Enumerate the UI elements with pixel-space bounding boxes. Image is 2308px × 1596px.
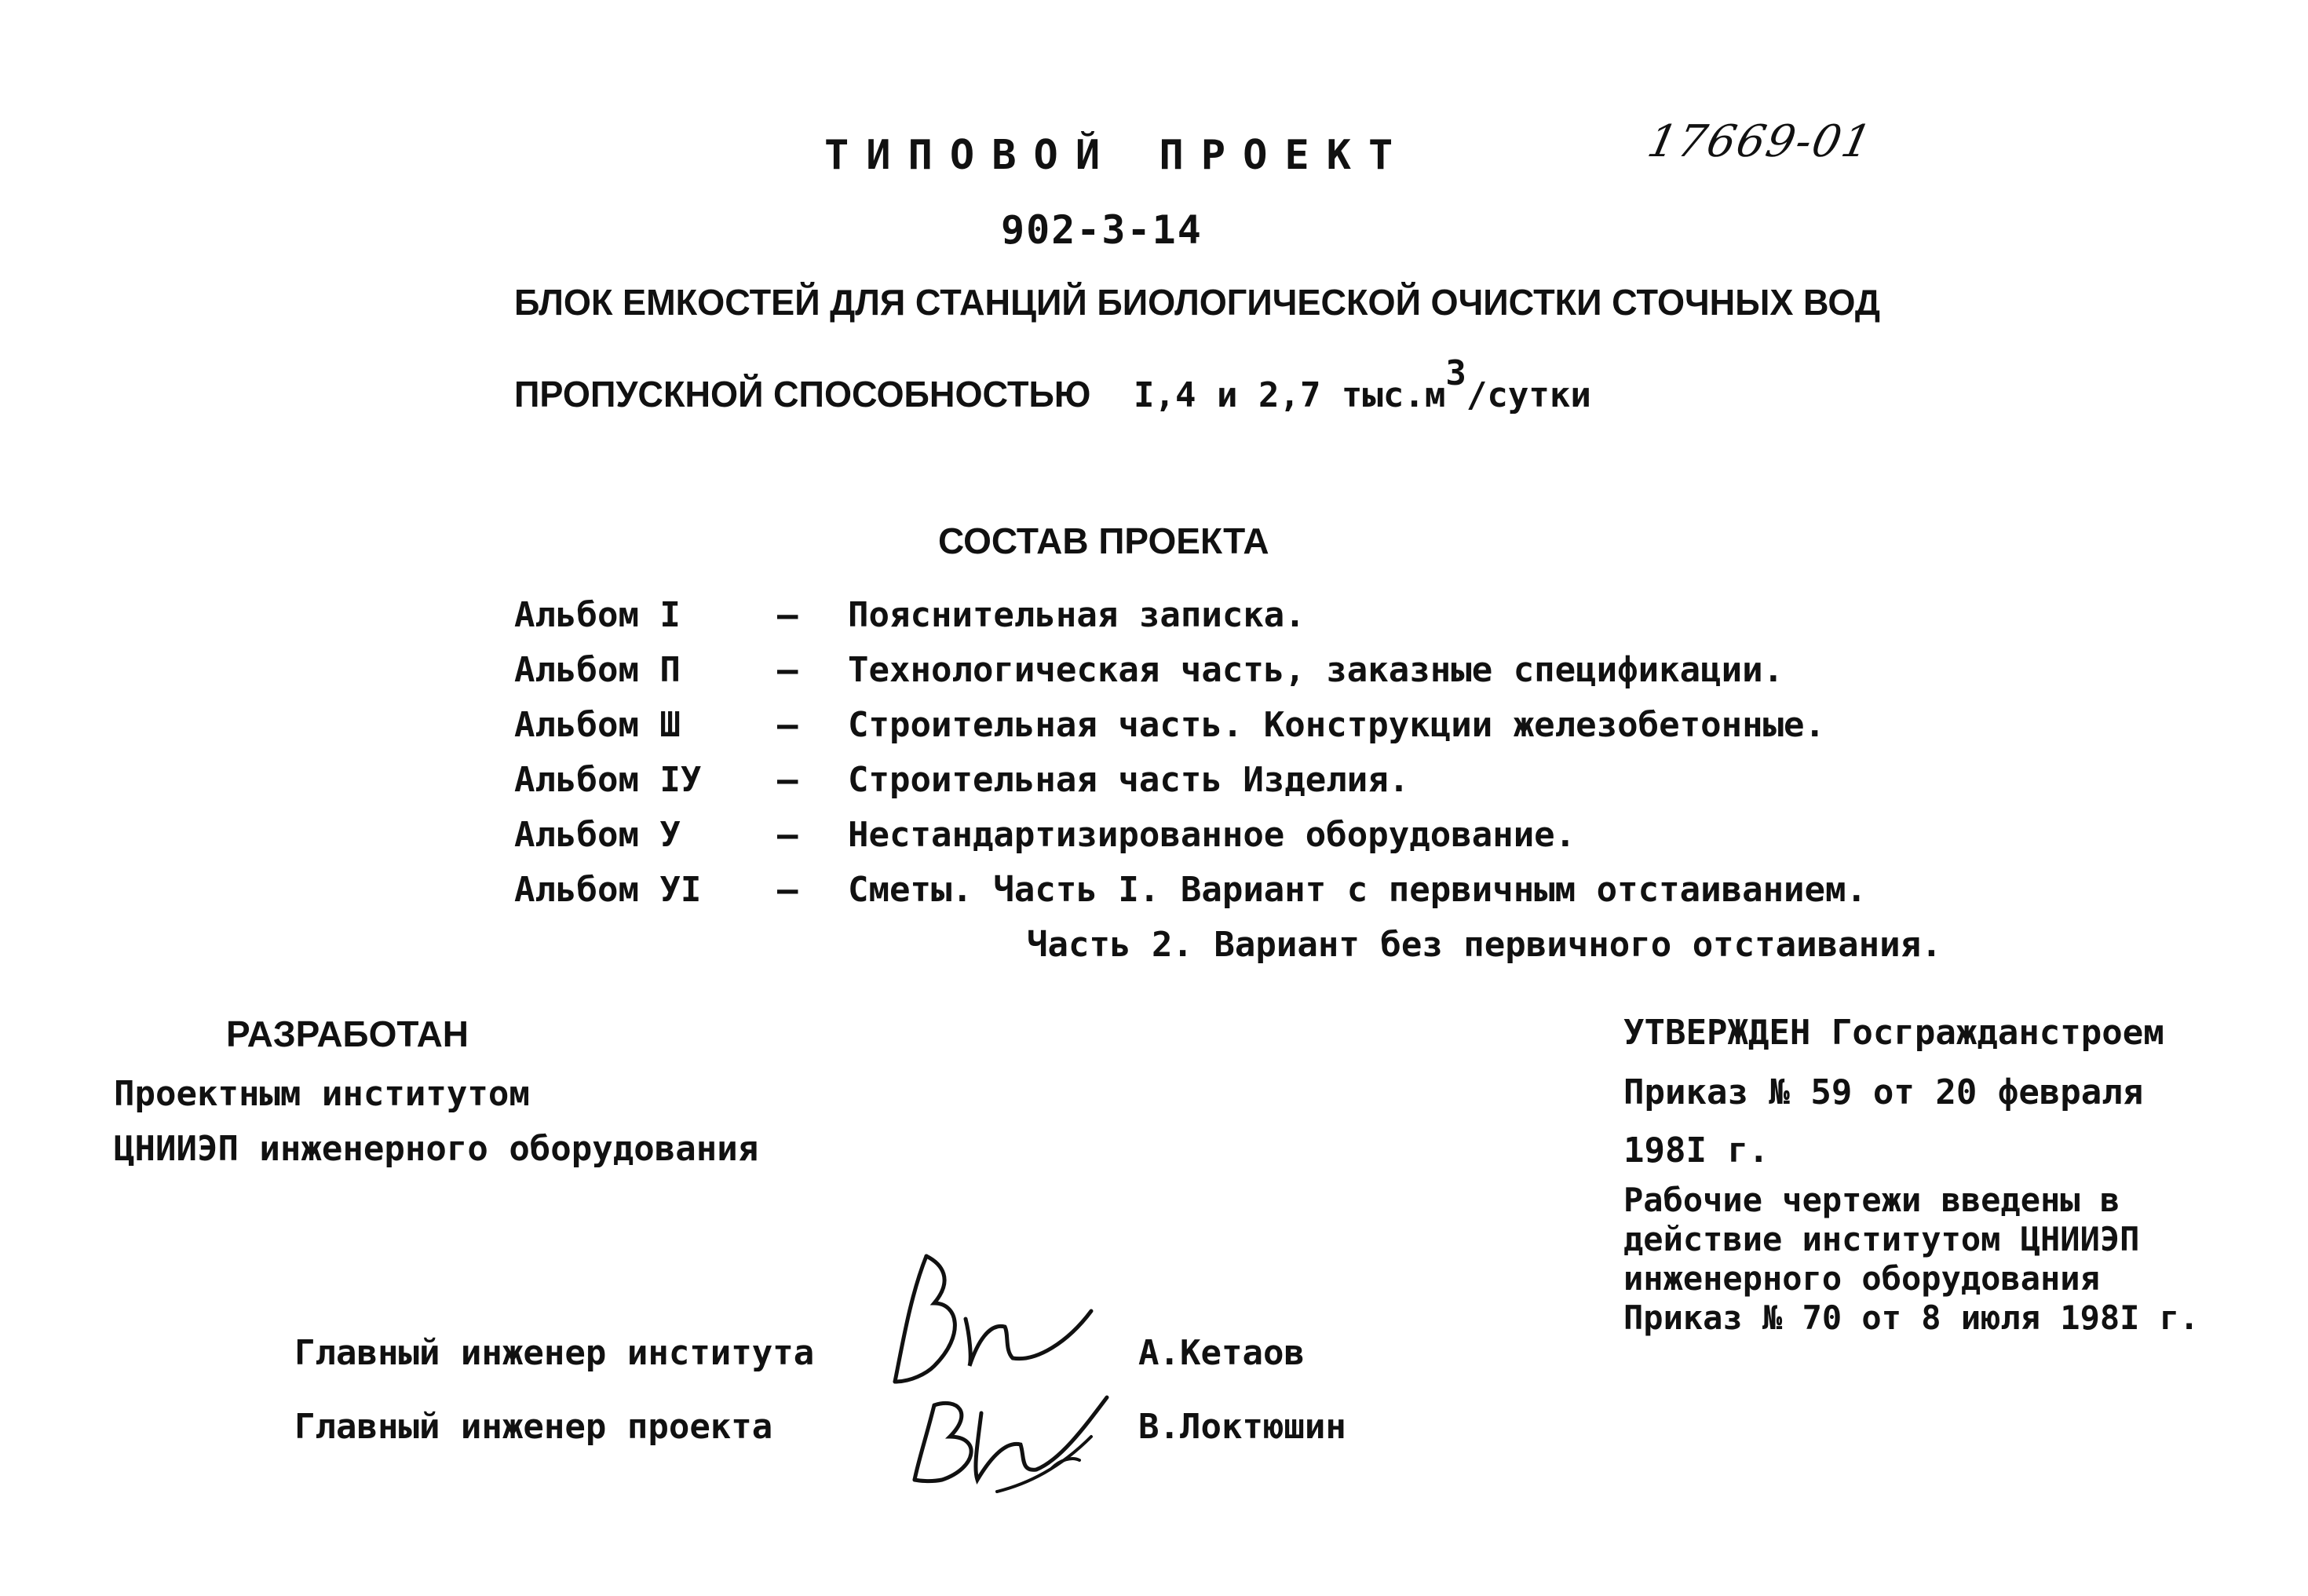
signature-role-2: Главный инженер проекта <box>294 1407 773 1447</box>
signature-name-1: А.Кетаов <box>1138 1333 1305 1373</box>
document-title: ТИПОВОЙ ПРОЕКТ <box>824 132 1411 179</box>
handwritten-signature-2 <box>903 1382 1123 1499</box>
approved-note-1: Рабочие чертежи введены в <box>1623 1181 2120 1219</box>
album-description: Пояснительная записка. <box>848 595 1306 635</box>
project-number: 902-3-14 <box>1001 207 1203 253</box>
approved-note-4: Приказ № 70 от 8 июля 198I г. <box>1623 1298 2200 1337</box>
subject-line-2 <box>514 353 1591 415</box>
album-label: Альбом IУ <box>514 760 702 800</box>
album-dash: – <box>777 815 798 855</box>
album-label: Альбом У <box>514 815 681 855</box>
album-label: Альбом I <box>514 595 681 635</box>
handwritten-document-id: 17669-01 <box>1643 116 1878 167</box>
signature-name-2: В.Локтюшин <box>1138 1407 1346 1447</box>
album-label: Альбом Ш <box>514 705 681 745</box>
album-label: Альбом П <box>514 650 681 690</box>
album-description: Технологическая часть, заказные спецификации. <box>848 650 1784 690</box>
album-continuation: Часть 2. Вариант без первичного отстаивания. <box>1027 925 1942 965</box>
handwritten-signature-1 <box>879 1248 1115 1397</box>
album-dash: – <box>777 760 798 800</box>
subject-line-2-superscript: 3 <box>1445 353 1466 393</box>
album-dash: – <box>777 870 798 910</box>
approved-line-3: 198I г. <box>1623 1130 1769 1171</box>
approved-line-1: УТВЕРЖДЕН Госгражданстроем <box>1623 1013 2164 1053</box>
album-label: Альбом УI <box>514 870 702 910</box>
developed-line-2: ЦНИИЭП инженерного оборудования <box>114 1129 759 1169</box>
album-description: Нестандартизированное оборудование. <box>848 815 1576 855</box>
approved-note-3: инженерного оборудования <box>1623 1259 2100 1298</box>
subject-line-2-values: I,4 и 2,7 тыс.м <box>1134 375 1446 415</box>
approved-note-2: действие институтом ЦНИИЭП <box>1623 1220 2140 1258</box>
subject-line-2-prefix: ПРОПУСКНОЙ СПОСОБНОСТЬЮ <box>514 374 1091 415</box>
composition-heading: СОСТАВ ПРОЕКТА <box>938 520 1269 561</box>
developed-line-1: Проектным институтом <box>114 1074 530 1114</box>
album-dash: – <box>777 595 798 635</box>
subject-line-2-suffix: /сутки <box>1466 375 1591 415</box>
album-description: Строительная часть Изделия. <box>848 760 1410 800</box>
album-dash: – <box>777 650 798 690</box>
album-description: Строительная часть. Конструкции железобетонные. <box>848 705 1826 745</box>
subject-line-1: БЛОК ЕМКОСТЕЙ ДЛЯ СТАНЦИЙ БИОЛОГИЧЕСКОЙ ОЧИСТКИ СТОЧНЫХ ВОД <box>514 282 1880 323</box>
signature-role-1: Главный инженер института <box>294 1333 815 1373</box>
album-dash: – <box>777 705 798 745</box>
developed-heading: РАЗРАБОТАН <box>226 1013 469 1054</box>
approved-line-2: Приказ № 59 от 20 февраля <box>1623 1072 2144 1112</box>
album-description: Сметы. Часть I. Вариант с первичным отстаиванием. <box>848 870 1868 910</box>
